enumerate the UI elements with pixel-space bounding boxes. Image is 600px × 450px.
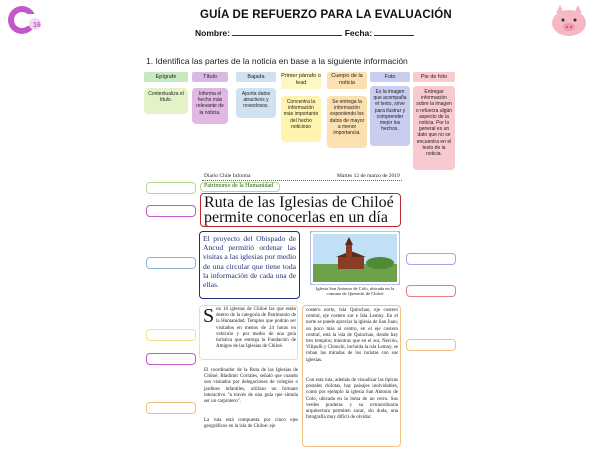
name-field[interactable] (232, 27, 342, 36)
name-label: Nombre: (195, 28, 230, 38)
desc-bajada: Aporta datos atractivos y novedosos. (236, 88, 276, 118)
label-titulo: Título (192, 72, 228, 82)
answer-box-4[interactable] (146, 329, 196, 341)
instruction-text: 1. Identifica las partes de la noticia en base a la siguiente información (146, 56, 408, 66)
body-col1-p3: La ruta está compuesta por cinco ejes geográficos en la isla de Chiloé: eje (204, 418, 298, 430)
page-title: GUÍA DE REFUERZO PARA LA EVALUACIÓN (200, 9, 452, 21)
label-bajada: Bajada (236, 72, 276, 82)
answer-box-3[interactable] (146, 257, 196, 269)
desc-pie-foto: Entregar información sobre la imagen o refuerza algún aspecto de la noticia. Por lo general es un dato que no se encuentra en el texto de la noticia. (413, 86, 455, 170)
answer-box-7[interactable] (406, 253, 456, 265)
body-col2-p1: costero norte, Isla Quinchao, eje costero central, eje costero sur e Isla Lemuy. En el norte se puede apreciar la iglesia de San Juan; un poco más al centro, en el eje costero central, está la isla de Quinchao, donde hay tres templos; mientras que en el sur, Nercón, Vilipulli y Chonchi, incluida la isla Lemuy, se roban las miradas de los turistas con sus iglesias. (306, 308, 398, 363)
answer-box-5[interactable] (146, 353, 196, 365)
date-label: Fecha: (344, 28, 373, 38)
desc-foto: Es la imagen que acompaña el texto, sirve para ilustrar y comprender mejor los hechos. (370, 86, 410, 146)
headline: Ruta de las Iglesias de Chiloé permite conocerlas en un día (200, 193, 401, 227)
desc-lead: Concentra la información más importante del hecho noticioso (281, 96, 321, 142)
label-lead: Primer párrafo o lead (281, 72, 321, 89)
desc-titulo: Informa el hecho más relevante de la noticia. (192, 88, 228, 124)
answer-box-2[interactable] (146, 205, 196, 217)
lead-paragraph: El proyecto del Obispado de Ancud permitió ordenar las visitas a las iglesias por medio de una circular que tiene toda la información de cada una de ellas. (199, 231, 300, 299)
answer-box-8[interactable] (406, 285, 456, 297)
desc-cuerpo: Se entrega la información exponiendo los datos de mayor a menor importancia. (327, 96, 367, 148)
name-date-line (195, 27, 414, 38)
svg-text:16: 16 (33, 22, 41, 29)
label-cuerpo: Cuerpo de la noticia (327, 72, 367, 89)
label-epigrafe: Epígrafe (144, 72, 188, 82)
body-col1-p2: El coordinador de la Ruta de las Iglesias de Chiloé, Bladimir Corrales, señaló que cuando son visitados por delegaciones de colegios o jardines infantiles, utilizan un formato interactivo "a través de una guía que simula ser un carpintero". (204, 368, 298, 405)
drop-cap: S (203, 305, 215, 327)
answer-box-9[interactable] (406, 339, 456, 351)
divider (202, 180, 402, 181)
body-col2-p2: Con esta ruta, además de visualizar las típicas postales chilotas, hay paisajes inolvidables, como por ejemplo la iglesia San Antonio de Colo, ubicada en la loma de un cerro. Sus verdes praderas y su extraordinaria arquitectura permiten sacar, sin duda, una fotografía muy difícil de olvidar. (306, 378, 398, 421)
newspaper-date: Martes 12 de marzo de 2019 (337, 173, 400, 179)
label-pie-foto: Pie de foto (413, 72, 455, 82)
body-col1-p1: on 16 iglesias de Chiloé las que están dentro de la categoría de Patrimonio de la Humanidad. Templos que podrán ser visitados en menos de 24 horas en vehículo y por medio de una guía turística que entrega la Fundación de Amigos de las Iglesias de Chiloé. (216, 307, 296, 350)
answer-box-1[interactable] (146, 182, 196, 194)
photo-caption: Iglesia San Antonio de Colo, ubicada en la comuna de Quemchi de Chiloé (315, 286, 395, 297)
desc-epigrafe: Contextualiza el título. (144, 88, 188, 114)
date-field[interactable] (374, 27, 414, 36)
label-foto: Foto (370, 72, 410, 82)
newspaper-name: Diario Chile Informa (204, 173, 251, 179)
pig-icon (546, 3, 590, 39)
answer-box-6[interactable] (146, 402, 196, 414)
church-photo (310, 231, 400, 285)
epigraph: Patrimonio de la Humanidad (200, 182, 280, 192)
logo-icon (6, 4, 44, 36)
